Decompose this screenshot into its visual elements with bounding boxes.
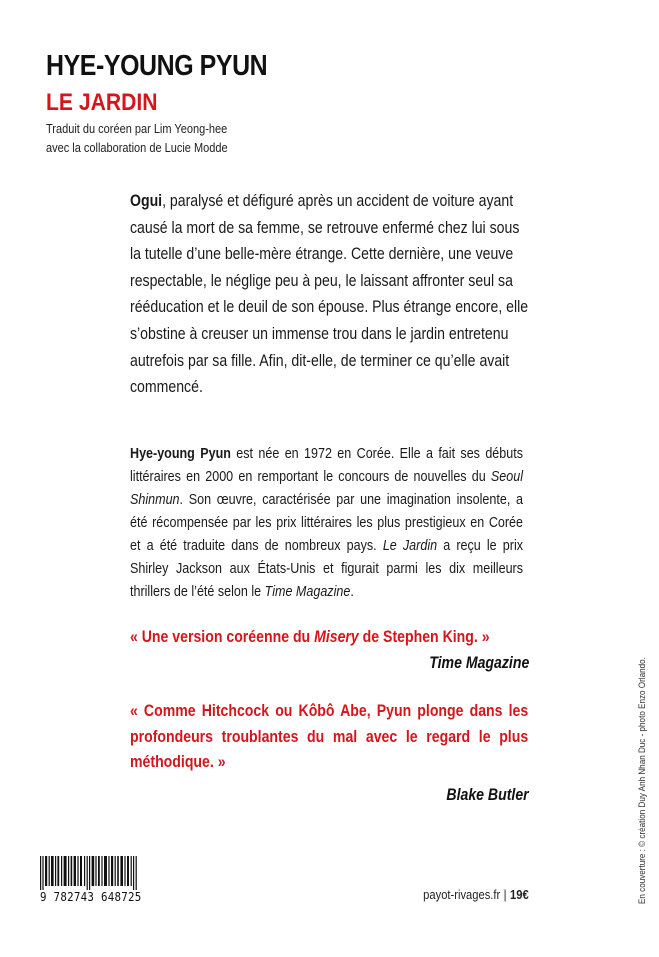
quote1-em: Misery: [314, 628, 359, 646]
press-quote-1-source: Time Magazine: [428, 654, 529, 672]
synopsis-text: , paralysé et défiguré après un accident de voiture ayant causé la mort de sa femme, se retrouve enfermé chez lui sous la tutelle d’une belle-mère étrange. Cette dernière, une veuve respectable, le néglige peu à peu, le laissant affronter seul sa rééducation et le deuil de son épouse. Plus étrange encore, elle s’obstine à creuser un immense trou dans le jardin entretenu autrefois par sa fille. Afin, dit-elle, de terminer ce qu’elle avait commencé.: [130, 192, 529, 397]
author-name: HYE-YOUNG PYUN: [46, 50, 268, 82]
bio-book: Le Jardin: [382, 538, 438, 554]
quote1-after: de Stephen King. »: [358, 628, 490, 646]
synopsis: [130, 188, 534, 401]
barcode-icon: [40, 856, 140, 890]
bio-part4: .: [350, 584, 354, 600]
bio-part3: a reçu le prix Shirley Jackson aux États-Unis et figurait parmi les dix meilleurs thrillers de l’été selon le: [130, 538, 524, 600]
translator-credit: Traduit du coréen par Lim Yeong-hee: [46, 122, 228, 136]
book-title: LE JARDIN: [46, 89, 158, 116]
press-quote-1: [130, 628, 490, 647]
synopsis-lead: Ogui: [130, 192, 163, 210]
bio-newspaper: Seoul Shinmun: [130, 469, 524, 508]
bio-name: Hye-young Pyun: [130, 446, 231, 462]
cover-credit: En couverture : © création Duy Anh Nhan Duc - photo Enzo Orlando.: [637, 657, 647, 904]
quote1-before: « Une version coréenne du: [130, 628, 315, 646]
bio-part1: est née en 1972 en Corée. Elle a fait ses débuts littéraires en 2000 en remportant le concours de nouvelles du: [130, 446, 524, 485]
publisher-footer: [423, 887, 529, 902]
publisher-website[interactable]: payot-rivages.fr: [423, 887, 501, 902]
author-bio: [130, 443, 523, 604]
price: 19€: [510, 887, 529, 902]
bio-magazine: Time Magazine: [264, 584, 351, 600]
footer-separator: |: [503, 887, 507, 902]
barcode-digits: 9 782743 648725: [40, 890, 142, 904]
collaborator-credit: avec la collaboration de Lucie Modde: [46, 141, 228, 155]
press-quote-2-source: Blake Butler: [446, 786, 529, 804]
press-quote-2: « Comme Hitchcock ou Kôbô Abe, Pyun plonge dans les profondeurs troublantes du mal avec le regard le plus méthodique. »: [130, 702, 529, 771]
bio-part2: . Son œuvre, caractérisée par une imagination insolente, a été récompensée par les prix littéraires les plus prestigieux en Corée et a été traduite dans de nombreux pays.: [130, 492, 524, 554]
